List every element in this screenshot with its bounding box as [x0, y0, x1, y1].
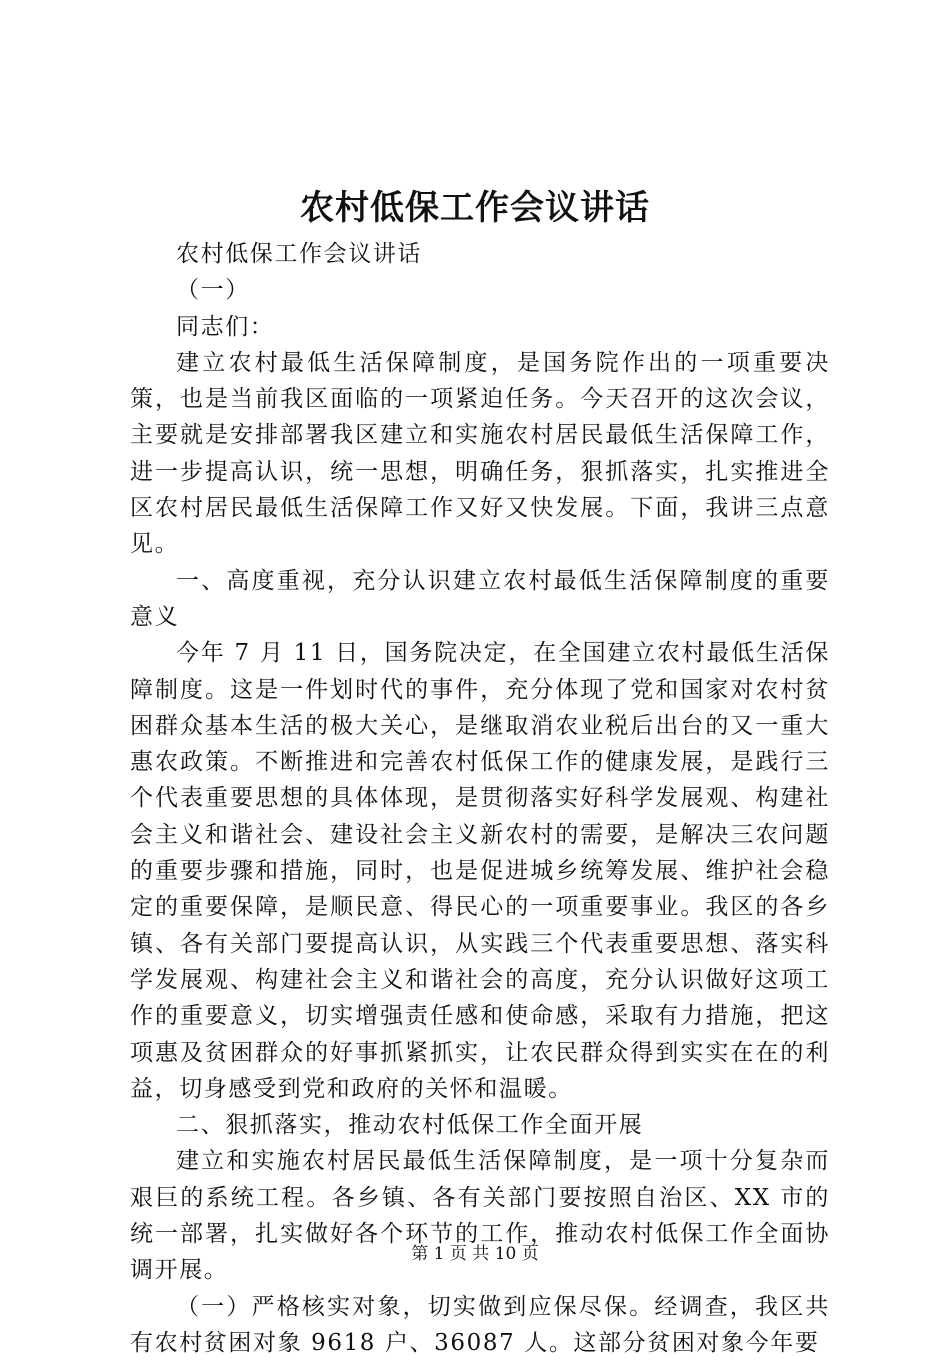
paragraph-intro: 建立农村最低生活保障制度，是国务院作出的一项重要决策，也是当前我区面临的一项紧迫任务。今天召开的这次会议，主要就是安排部署我区建立和实施农村居民最低生活保障工作，进一步提高认识，统一思想，明确任务，狠抓落实，扎实推进全区农村居民最低生活保障工作又好又快发展。下面，我讲三点意见。	[130, 349, 830, 558]
paragraph-subtitle: 农村低保工作会议讲话	[176, 241, 422, 267]
document-title: 农村低保工作会议讲话	[300, 188, 650, 228]
page-footer: 第 1 页 共 10 页	[411, 1244, 539, 1264]
section-heading-1: 一、高度重视，充分认识建立农村最低生活保障制度的重要意义	[130, 567, 830, 630]
paragraph-salutation: 同志们：	[176, 313, 275, 340]
paragraph-section-1: 今年 7 月 11 日，国务院决定，在全国建立农村最低生活保障制度。这是一件划时代的事件，充分体现了党和国家对农村贫困群众基本生活的极大关心，是继取消农业税后出台的又一重大惠农政策。不断推进和完善农村低保工作的健康发展，是践行三个代表重要思想的具体体现，是贯彻落实好科学发展观、构建社会主义和谐社会、建设社会主义新农村的需要，是解决三农问题的重要步骤和措施，同时，也是促进城乡统筹发展、维护社会稳定的重要保障，是顺民意、得民心的一项重要事业。我区的各乡镇、各有关部门要提高认识，从实践三个代表重要思想、落实科学发展观、构建社会主义和谐社会的高度，充分认识做好这项工作的重要意义，切实增强责任感和使命感，采取有力措施，把这项惠及贫困群众的好事抓紧抓实，让农民群众得到实实在在的利益，切身感受到党和政府的关怀和温暖。	[130, 640, 830, 1102]
paragraph-part-number: （一）	[176, 277, 250, 304]
paragraph-section-2: 建立和实施农村居民最低生活保障制度，是一项十分复杂而艰巨的系统工程。各乡镇、各有关部门要按照自治区、XX 市的统一部署，扎实做好各个环节的工作，推动农村低保工作全面协调开展。	[130, 1148, 830, 1284]
paragraph-subsection-1: （一）严格核实对象，切实做到应保尽保。经调查，我区共有农村贫困对象 9618 户、36087 人。这部分贫困对象今年要	[130, 1293, 830, 1356]
section-heading-2: 二、狠抓落实，推动农村低保工作全面开展	[176, 1112, 644, 1139]
document-body	[130, 236, 830, 1361]
